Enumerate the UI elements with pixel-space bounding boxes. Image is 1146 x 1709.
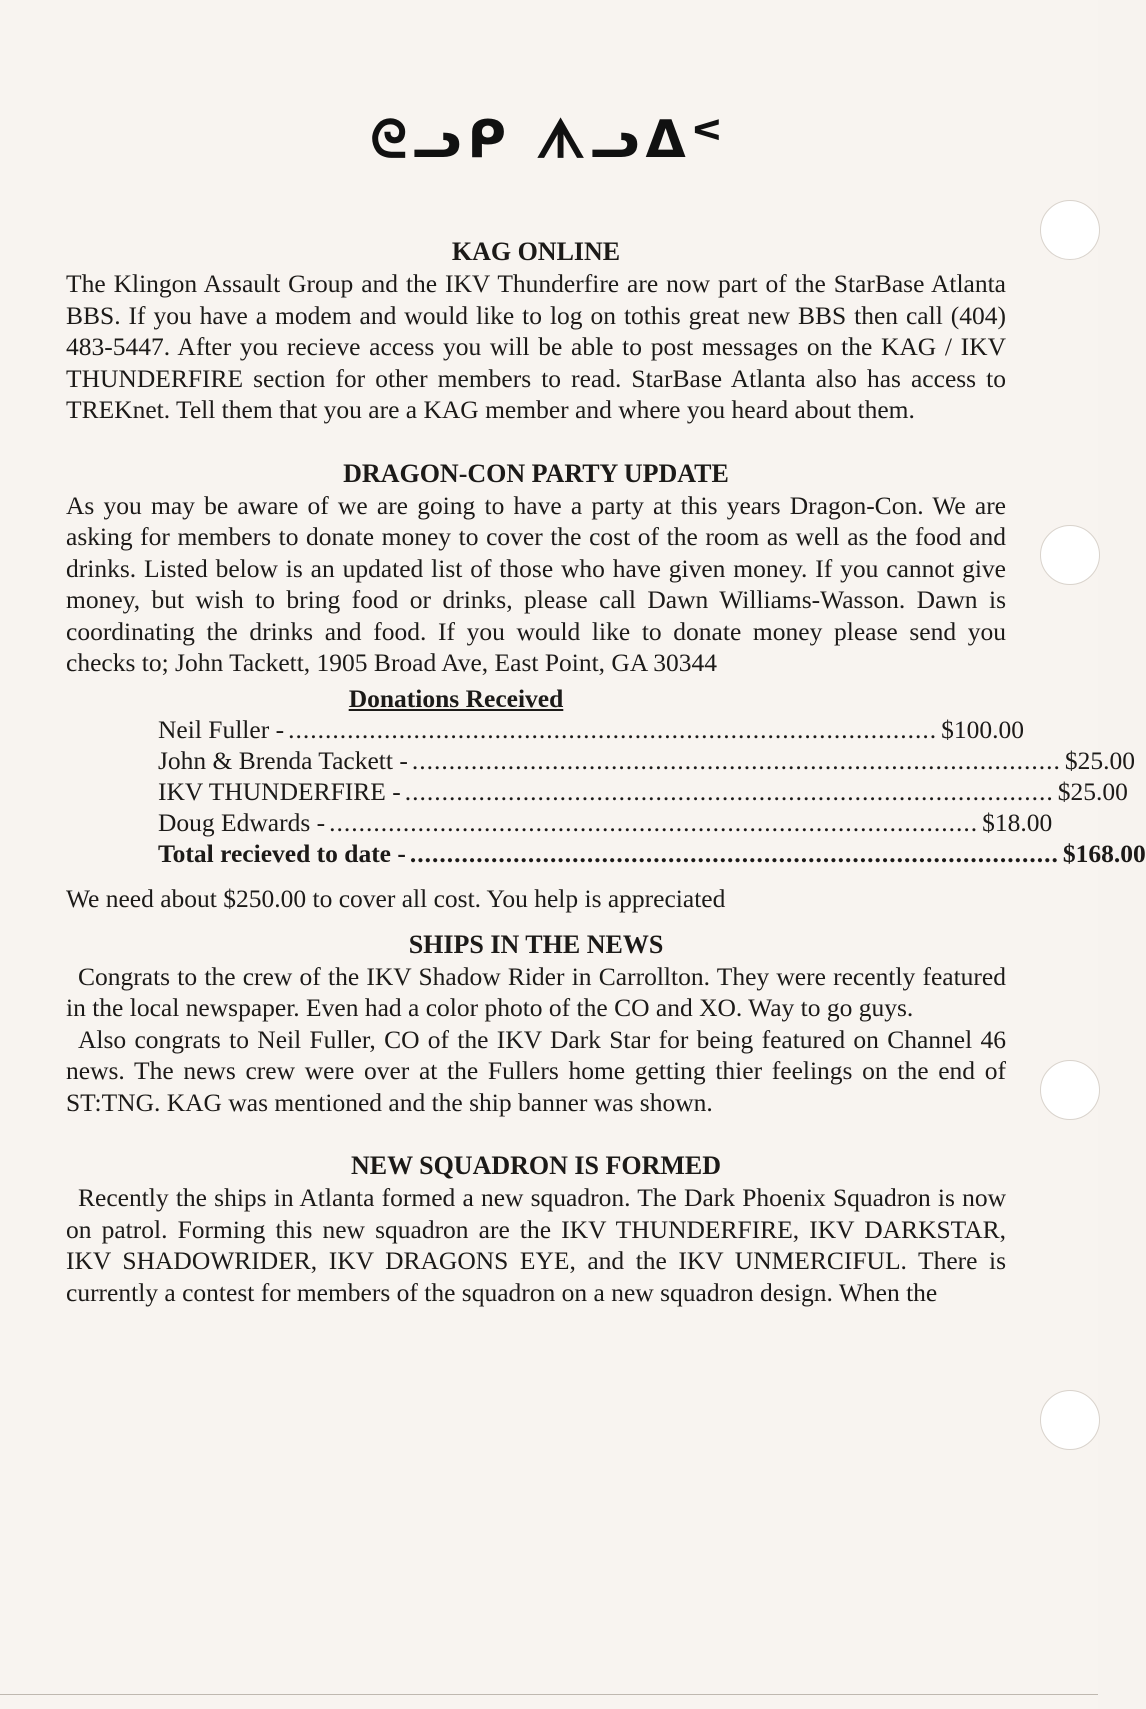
klingon-title: ᘓᓗᑭ ᗑᓗᐃᑉ [370, 110, 728, 170]
leader-dots: ........................................................................................ [409, 839, 1059, 868]
ships-news-para-1: Congrats to the crew of the IKV Shadow Rider in Carrollton. They were recently featured in the local newspaper. Even had a color photo of the CO and XO. Way to go guys. [66, 961, 1006, 1022]
ships-news-para-2: Also congrats to Neil Fuller, CO of the IKV Dark Star for being featured on Channel 46 news. The news crew were over at the Fullers home getting thier feelings on the end of ST:TNG. KAG was mentioned and the ship banner was shown. [66, 1024, 1006, 1117]
kag-online-body: The Klingon Assault Group and the IKV Thunderfire are now part of the StarBase Atlanta BBS. If you have a modem and would like to log on tothis great new BBS then call (404) 483-5447. After you recieve access you will be able to post messages on the KAG / IKV THUNDERFIRE section for other members to read. StarBase Atlanta also has access to TREKnet. Tell them that you are a KAG member and where you heard about them. [66, 269, 1006, 424]
squadron-body: Recently the ships in Atlanta formed a new squadron. The Dark Phoenix Squadron is now on patrol. Forming this new squadron are the IKV THUNDERFIRE, IKV DARKSTAR, IKV SHADOWRIDER, IKV DRAGONS EYE, and the IKV UNMERCIFUL. There is currently a contest for members of the squadron on a new squadron design. When the [66, 1183, 1006, 1307]
kag-online-heading: KAG ONLINE [451, 237, 621, 266]
dragon-con-closing: We need about $250.00 to cover all cost. You help is appreciated [66, 884, 726, 913]
punch-hole [1040, 1390, 1100, 1450]
donation-row [158, 714, 1024, 745]
ships-news-heading: SHIPS IN THE NEWS [408, 929, 664, 959]
dragon-con-body: As you may be aware of we are going to have a party at this years Dragon-Con. We are asking for members to donate money to cover the cost of the room as well as the food and drinks. Listed below is an updated list of those who have given money. If you cannot give money, but wish to bring food or drinks, please call Dawn Williams-Wasson. Dawn is coordinating the drinks and food. If you would like to donate money please send you checks to; John Tackett, 1905 Broad Ave, East Point, GA 30344 [66, 490, 1006, 677]
leader-dots: ........................................................................................ [404, 777, 1054, 806]
donations-title: Donations Received [348, 683, 564, 713]
donation-total-row [158, 838, 1146, 869]
total-amount: $168.00 [1062, 839, 1146, 868]
punch-hole [1040, 525, 1100, 585]
leader-dots: ........................................................................................ [288, 715, 938, 744]
punch-hole [1040, 200, 1100, 260]
punch-hole [1040, 1060, 1100, 1120]
donor-name: IKV THUNDERFIRE - [158, 777, 401, 806]
total-label: Total recieved to date - [158, 839, 406, 868]
donation-amount: $100.00 [941, 715, 1024, 744]
donation-amount: $18.00 [982, 808, 1053, 837]
leader-dots: ........................................................................................ [329, 808, 979, 837]
donation-row [158, 776, 1128, 807]
leader-dots: ........................................................................................ [411, 746, 1061, 775]
dragon-con-heading: DRAGON-CON PARTY UPDATE [343, 458, 729, 488]
donation-amount: $25.00 [1064, 746, 1135, 775]
donations-list [158, 714, 1146, 869]
donation-row [158, 807, 1053, 838]
donor-name: John & Brenda Tackett - [158, 746, 408, 775]
donor-name: Doug Edwards - [158, 808, 326, 837]
newsletter-content [66, 236, 1146, 1308]
donation-row [158, 745, 1135, 776]
squadron-heading: NEW SQUADRON IS FORMED [350, 1151, 722, 1180]
page-edge-line [0, 1694, 1098, 1695]
donor-name: Neil Fuller - [158, 715, 285, 744]
donation-amount: $25.00 [1057, 777, 1128, 806]
